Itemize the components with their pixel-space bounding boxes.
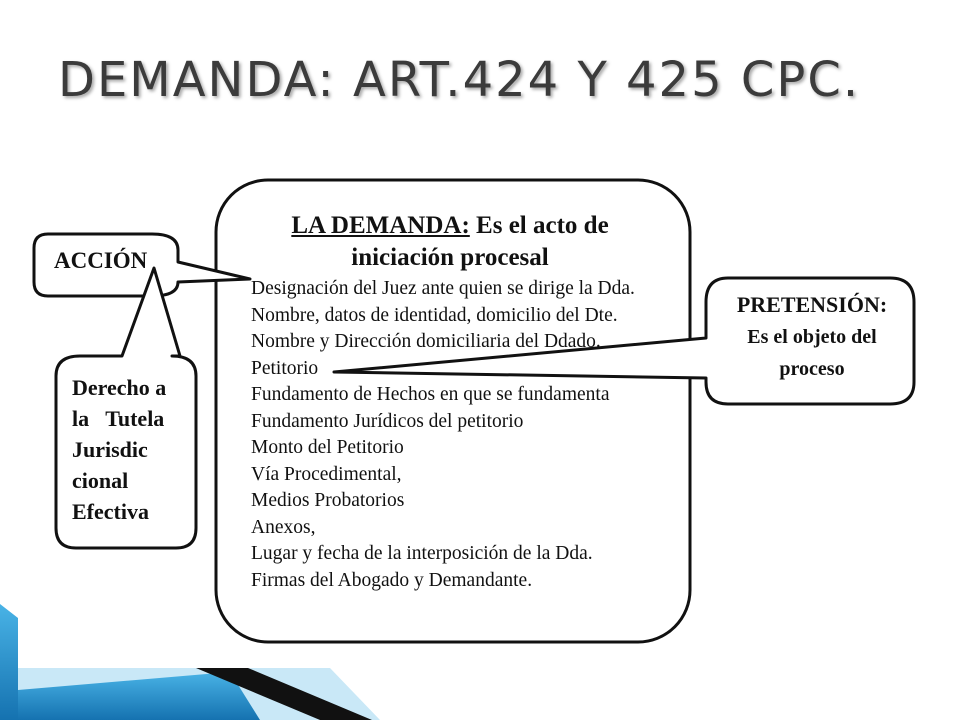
accion-label: ACCIÓN [54,248,148,273]
derecho-line: Jurisdic [72,437,148,462]
main-box-item: Fundamento de Hechos en que se fundamenta [251,384,610,405]
main-box-item: Nombre, datos de identidad, domicilio del Dte. [251,304,618,326]
main-box-heading-line2: iniciación procesal [351,244,549,271]
main-box-item: Designación del Juez ante quien se dirige la Dda. [251,278,635,299]
pretension-line: PRETENSIÓN: [736,292,888,317]
main-box-item: Vía Procedimental, [251,463,402,485]
main-box-item: Petitorio [251,357,319,379]
main-box-item: Monto del Petitorio [251,437,404,458]
main-box-item: Firmas del Abogado y Demandante. [251,569,533,591]
pretension-line: Es el objeto del [747,326,877,348]
derecho-line: cional [72,468,129,493]
derecho-line: Efectiva [72,499,149,524]
main-box-heading-rest: Es el acto de [476,212,609,239]
main-box-item: Fundamento Jurídicos del petitorio [251,410,524,432]
derecho-line: Derecho a [72,375,167,400]
slide-title: DEMANDA: ART.424 Y 425 CPC. [58,52,861,108]
pretension-line: proceso [779,358,845,380]
corner-blue-shape [0,604,18,720]
main-box-item: Lugar y fecha de la interposición de la Dda. [251,543,593,564]
main-box-item: Anexos, [251,516,316,538]
main-box-item: Nombre y Dirección domiciliaria del Ddado. [251,331,601,352]
main-box-item: Medios Probatorios [251,490,405,511]
main-box-heading-underlined: LA DEMANDA: [291,212,470,239]
derecho-line: la Tutela [72,406,165,431]
